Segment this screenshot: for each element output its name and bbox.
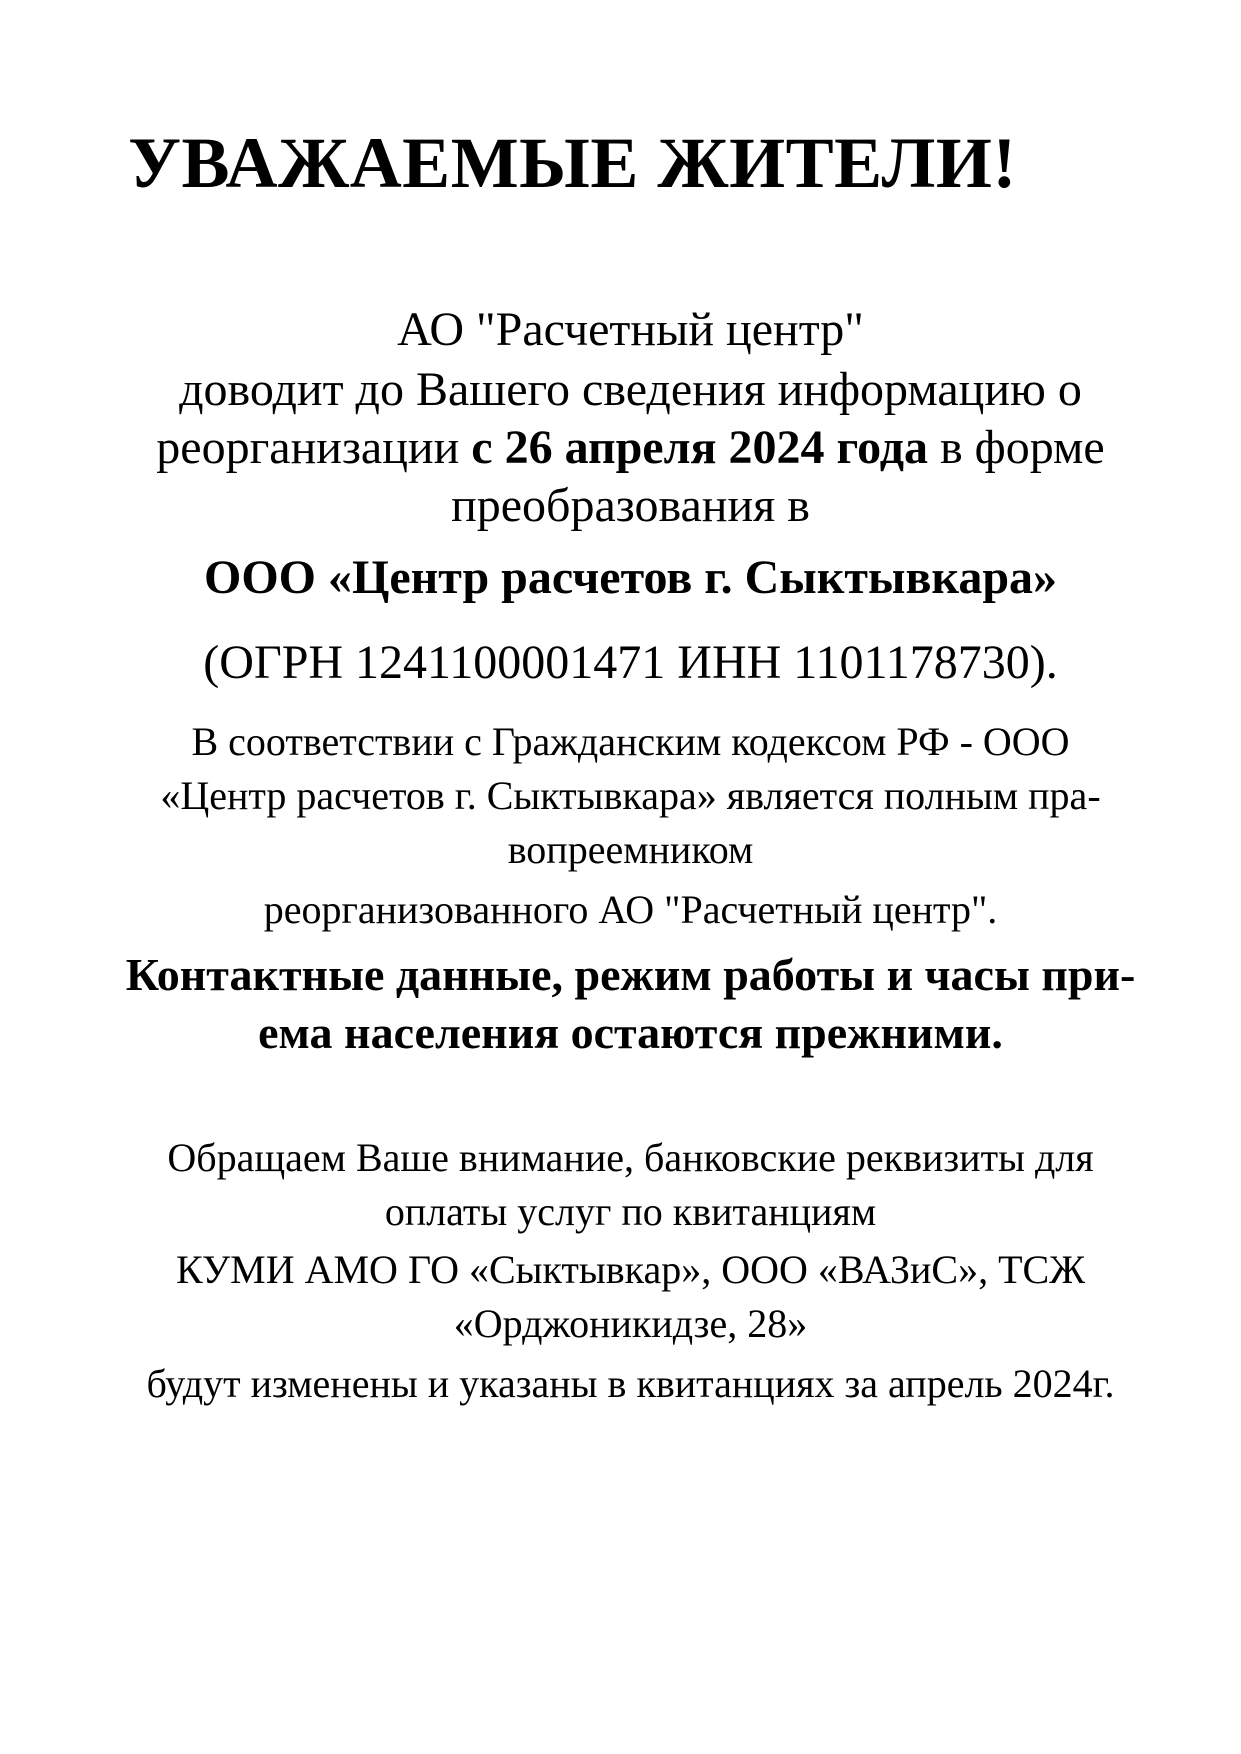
page-title: УВАЖАЕМЫЕ ЖИТЕЛИ! xyxy=(128,123,1017,203)
succession-line-3: вопреемником xyxy=(507,827,754,872)
contacts-line-1: Контактные данные, режим работы и часы при- xyxy=(125,949,1136,1000)
intro-line-2 xyxy=(10,420,1241,475)
notice-line-3: КУМИ АМО ГО «Сыктывкар», ООО «ВАЗиС», ТСЖ xyxy=(175,1247,1086,1292)
notice-line-2: оплаты услуг по квитанциям xyxy=(384,1189,877,1234)
reorganization-date: с 26 апреля 2024 года xyxy=(471,421,928,474)
notice-line-1: Обращаем Ваше внимание, банковские реквизиты для xyxy=(167,1135,1094,1180)
new-org-name: ООО «Центр расчетов г. Сыктывкара» xyxy=(203,551,1058,604)
intro-line-2-post: в форме xyxy=(928,421,1105,474)
notice-line-4: «Орджоникидзе, 28» xyxy=(453,1301,808,1346)
succession-line-1: В соответствии с Гражданским кодексом РФ - ООО xyxy=(191,719,1070,764)
registration-numbers: (ОГРН 1241100001471 ИНН 1101178730). xyxy=(203,636,1058,689)
intro-line-3: преобразования в xyxy=(451,479,810,532)
succession-line-2: «Центр расчетов г. Сыктывкара» является полным пра- xyxy=(160,773,1101,818)
succession-line-4: реорганизованного АО "Расчетный центр". xyxy=(263,887,998,932)
notice-line-5: будут изменены и указаны в квитанциях за апрель 2024г. xyxy=(146,1361,1115,1406)
contacts-line-2: ема населения остаются прежними. xyxy=(258,1007,1003,1058)
intro-line-2-pre: реорганизации xyxy=(156,421,472,474)
intro-org: АО "Расчетный центр" xyxy=(397,303,864,356)
intro-line-1: доводит до Вашего сведения информацию о xyxy=(179,363,1082,416)
